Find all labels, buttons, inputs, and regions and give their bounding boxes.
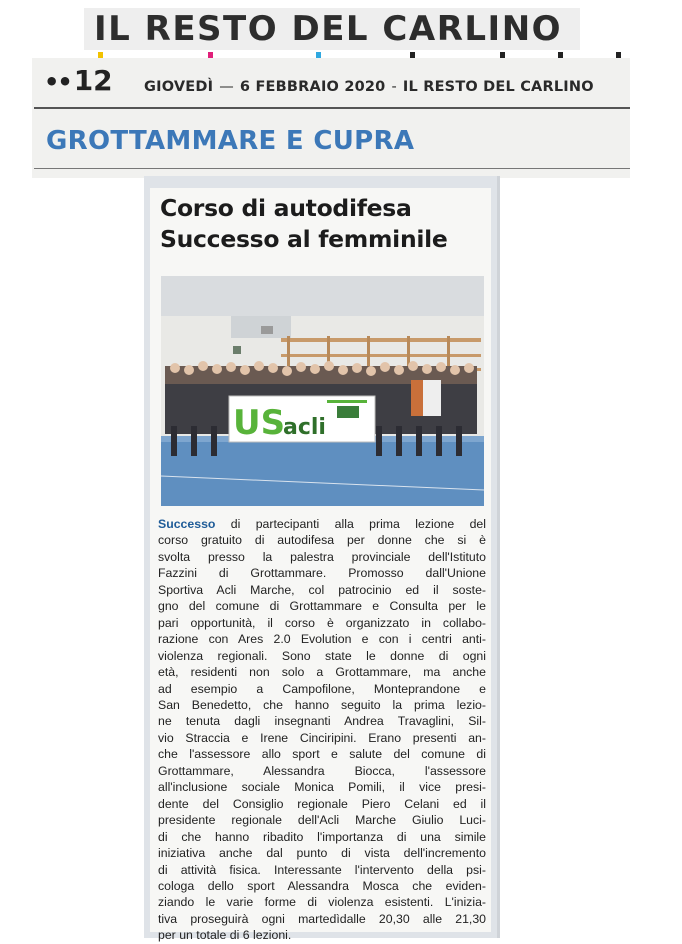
body-line: Successo di partecipanti alla prima lezione del bbox=[158, 517, 486, 531]
body-line: di attività fisica. Interessante l'intervento della psi- bbox=[158, 862, 486, 877]
body-line: San Benedetto, che hanno seguito la prima lezio- bbox=[158, 697, 486, 712]
body-line: corso gratuito di autodifesa per donne che si è bbox=[158, 533, 486, 548]
issue-date: 6 FEBBRAIO 2020 bbox=[239, 79, 386, 95]
publication-name: IL RESTO DEL CARLINO bbox=[402, 79, 594, 95]
headline-line: Successo al femminile bbox=[160, 225, 448, 253]
article-photo bbox=[161, 276, 484, 506]
section-rule bbox=[34, 168, 630, 169]
body-line: Grottammare, Alessandra Biocca, l'assessore bbox=[158, 763, 486, 778]
separator: — bbox=[219, 79, 234, 95]
body-line: Sportiva Acli Marche, col patrocinio ed il soste- bbox=[158, 582, 486, 597]
page-number bbox=[44, 64, 124, 98]
masthead-title: IL RESTO DEL CARLINO bbox=[94, 9, 563, 49]
body-line: cologa dello sport Alessandra Mosca che eviden- bbox=[158, 878, 486, 893]
body-line: età, residenti non solo a Grottammare, ma anche bbox=[158, 665, 486, 680]
page-number-bullets: •• bbox=[44, 68, 71, 96]
article-headline bbox=[160, 193, 490, 255]
article-body bbox=[158, 516, 486, 944]
header-rule bbox=[34, 107, 630, 109]
body-line: svolta presso la palestra provinciale dell'Istituto bbox=[158, 549, 486, 564]
body-line: ne tenuta dagli insegnanti Andrea Travaglini, Sil- bbox=[158, 714, 486, 729]
body-line: gno del comune di Grottammare e Consulta per le bbox=[158, 599, 486, 614]
body-line: di che hanno ribadito l'importanza di una simile bbox=[158, 829, 486, 844]
body-line: razione con Ares 2.0 Evolution e con i centri anti- bbox=[158, 632, 486, 647]
body-line: pari opportunità, il corso è organizzato in collabo- bbox=[158, 615, 486, 630]
body-line: Fazzini di Grottammare. Promosso dall'Unione bbox=[158, 566, 486, 581]
banner-logo-sub: acli bbox=[283, 415, 326, 440]
group-photo-illustration bbox=[161, 276, 484, 506]
weekday: GIOVEDÌ bbox=[144, 79, 214, 95]
lead-word: Successo bbox=[158, 517, 216, 531]
body-line: tiva proseguirà ogni martedìdalle 20,30 alle 21,30 bbox=[158, 911, 486, 926]
body-line: per un totale di 6 lezioni. bbox=[158, 928, 292, 943]
section-title: GROTTAMMARE E CUPRA bbox=[46, 126, 415, 156]
body-line: iniziativa anche dal punto di vista dell'incremento bbox=[158, 846, 486, 861]
separator: - bbox=[391, 79, 397, 95]
body-line: ziando le varie forme di violenza esistenti. L'inizia- bbox=[158, 895, 486, 910]
body-line: presidente regionale dell'Acli Marche Giulio Luci- bbox=[158, 813, 486, 828]
body-line: violenza regionali. Sono state le donne di ogni bbox=[158, 648, 486, 663]
banner-logo-text: US bbox=[233, 403, 286, 443]
date-line bbox=[144, 76, 624, 98]
page-number-value: 12 bbox=[73, 64, 113, 97]
body-line: dente del Consiglio regionale Piero Celani ed il bbox=[158, 796, 486, 811]
clipping-edge bbox=[497, 176, 500, 938]
body-line: che l'assessore allo sport e salute del comune di bbox=[158, 747, 486, 762]
body-line: ad esempio a Campofilone, Monteprandone e bbox=[158, 681, 486, 696]
body-line: vio Straccia e Irene Cinciripini. Erano presenti an- bbox=[158, 730, 486, 745]
body-line: all'inclusione sociale Monica Pomili, il vice presi- bbox=[158, 780, 486, 795]
headline-line: Corso di autodifesa bbox=[160, 194, 412, 222]
